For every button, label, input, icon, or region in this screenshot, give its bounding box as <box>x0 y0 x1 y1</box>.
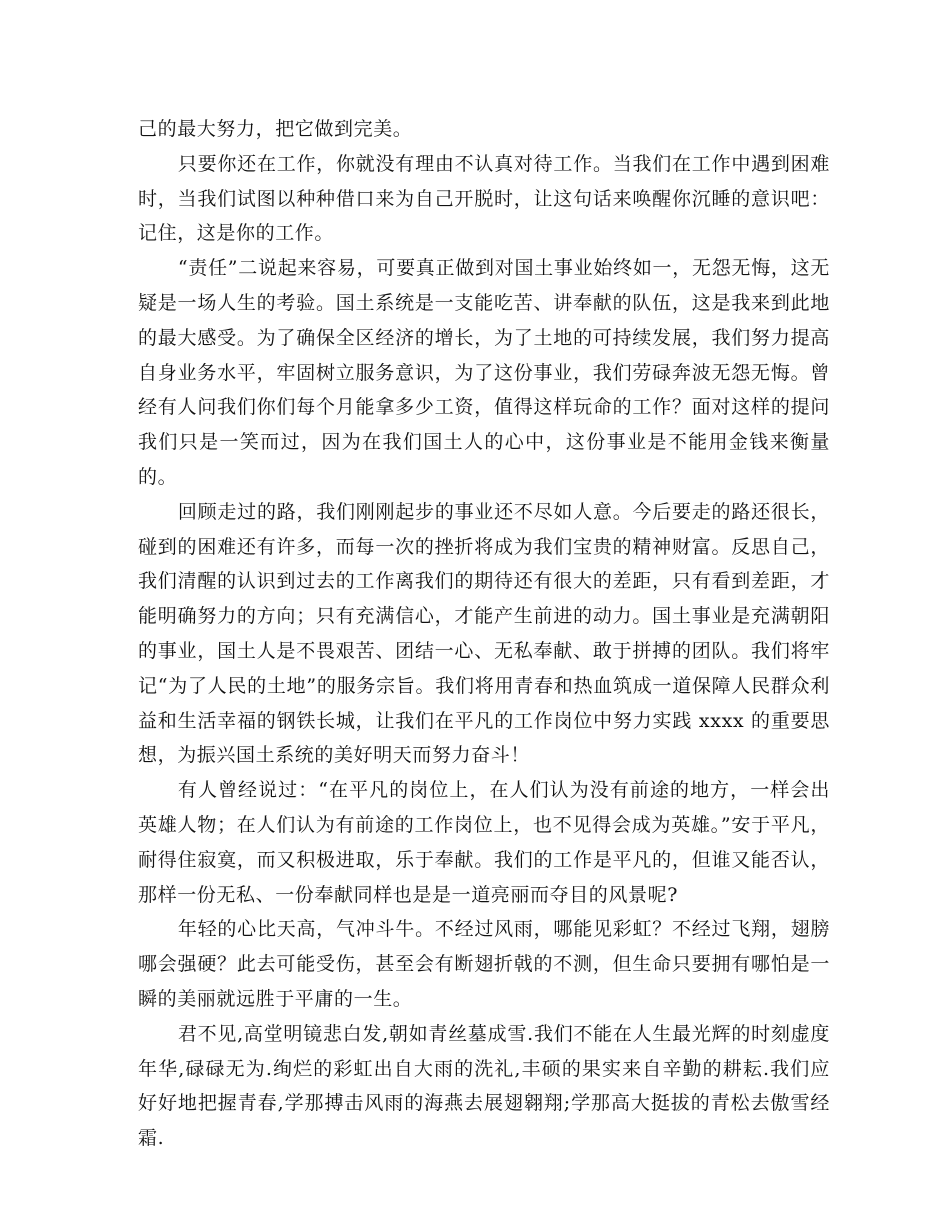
paragraph-5: 年轻的心比天高，气冲斗牛。不经过风雨，哪能见彩虹？不经过飞翔，翅膀哪会强硬？此去可能受伤，甚至会有断翅折戟的不测，但生命只要拥有哪怕是一瞬的美丽就远胜于平庸的一生。 <box>138 918 830 1010</box>
paragraph-1: 只要你还在工作，你就没有理由不认真对待工作。当我们在工作中遇到困难时，当我们试图以种种借口来为自己开脱时，让这句话来唤醒你沉睡的意识吧：记住，这是你的工作。 <box>138 152 830 245</box>
paragraph-4: 有人曾经说过：“在平凡的岗位上，在人们认为没有前途的地方，一样会出英雄人物；在人们认为有前途的工作岗位上，也不见得会成为英雄。”安于平凡，耐得住寂寞，而又积极进取，乐于奉献。我们的工作是平凡的，但谁又能否认，那样一份无私、一份奉献同样也是是一道亮丽而夺目的风景呢? <box>138 779 830 906</box>
document-body <box>138 112 830 1156</box>
paragraph-3: 回顾走过的路，我们刚刚起步的事业还不尽如人意。今后要走的路还很长，碰到的困难还有许多，而每一次的挫折将成为我们宝贵的精神财富。反思自己，我们清醒的认识到过去的工作离我们的期待还有很大的差距，只有看到差距，才能明确努力的方向；只有充满信心，才能产生前进的动力。国土事业是充满朝阳的事业，国土人是不畏艰苦、团结一心、无私奉献、敢于拼搏的团队。我们将牢记“为了人民的土地”的服务宗旨。我们将用青春和热血筑成一道保障人民群众利益和生活幸福的钢铁长城，让我们在平凡的工作岗位中努力实践 xxxx 的重要思想，为振兴国土系统的美好明天而努力奋斗！ <box>138 500 830 767</box>
paragraph-0: 己的最大努力，把它做到完美。 <box>138 118 413 140</box>
paragraph-2: “责任”二说起来容易，可要真正做到对国土事业始终如一，无怨无悔，这无疑是一场人生的考验。国土系统是一支能吃苦、讲奉献的队伍，这是我来到此地的最大感受。为了确保全区经济的增长，为了土地的可持续发展，我们努力提高自身业务水平，牢固树立服务意识，为了这份事业，我们劳碌奔波无怨无悔。曾经有人问我们你们每个月能拿多少工资，值得这样玩命的工作？面对这样的提问我们只是一笑而过，因为在我们国土人的心中，这份事业是不能用金钱来衡量的。 <box>138 257 830 488</box>
paragraph-6: 君不见,高堂明镜悲白发,朝如青丝墓成雪.我们不能在人生最光辉的时刻虚度年华,碌碌无为.绚烂的彩虹出自大雨的洗礼,丰硕的果实来自辛勤的耕耘.我们应好好地把握青春,学那搏击风雨的海燕去展翅翱翔;学那高大挺拔的青松去傲雪经霜. <box>138 1022 830 1150</box>
